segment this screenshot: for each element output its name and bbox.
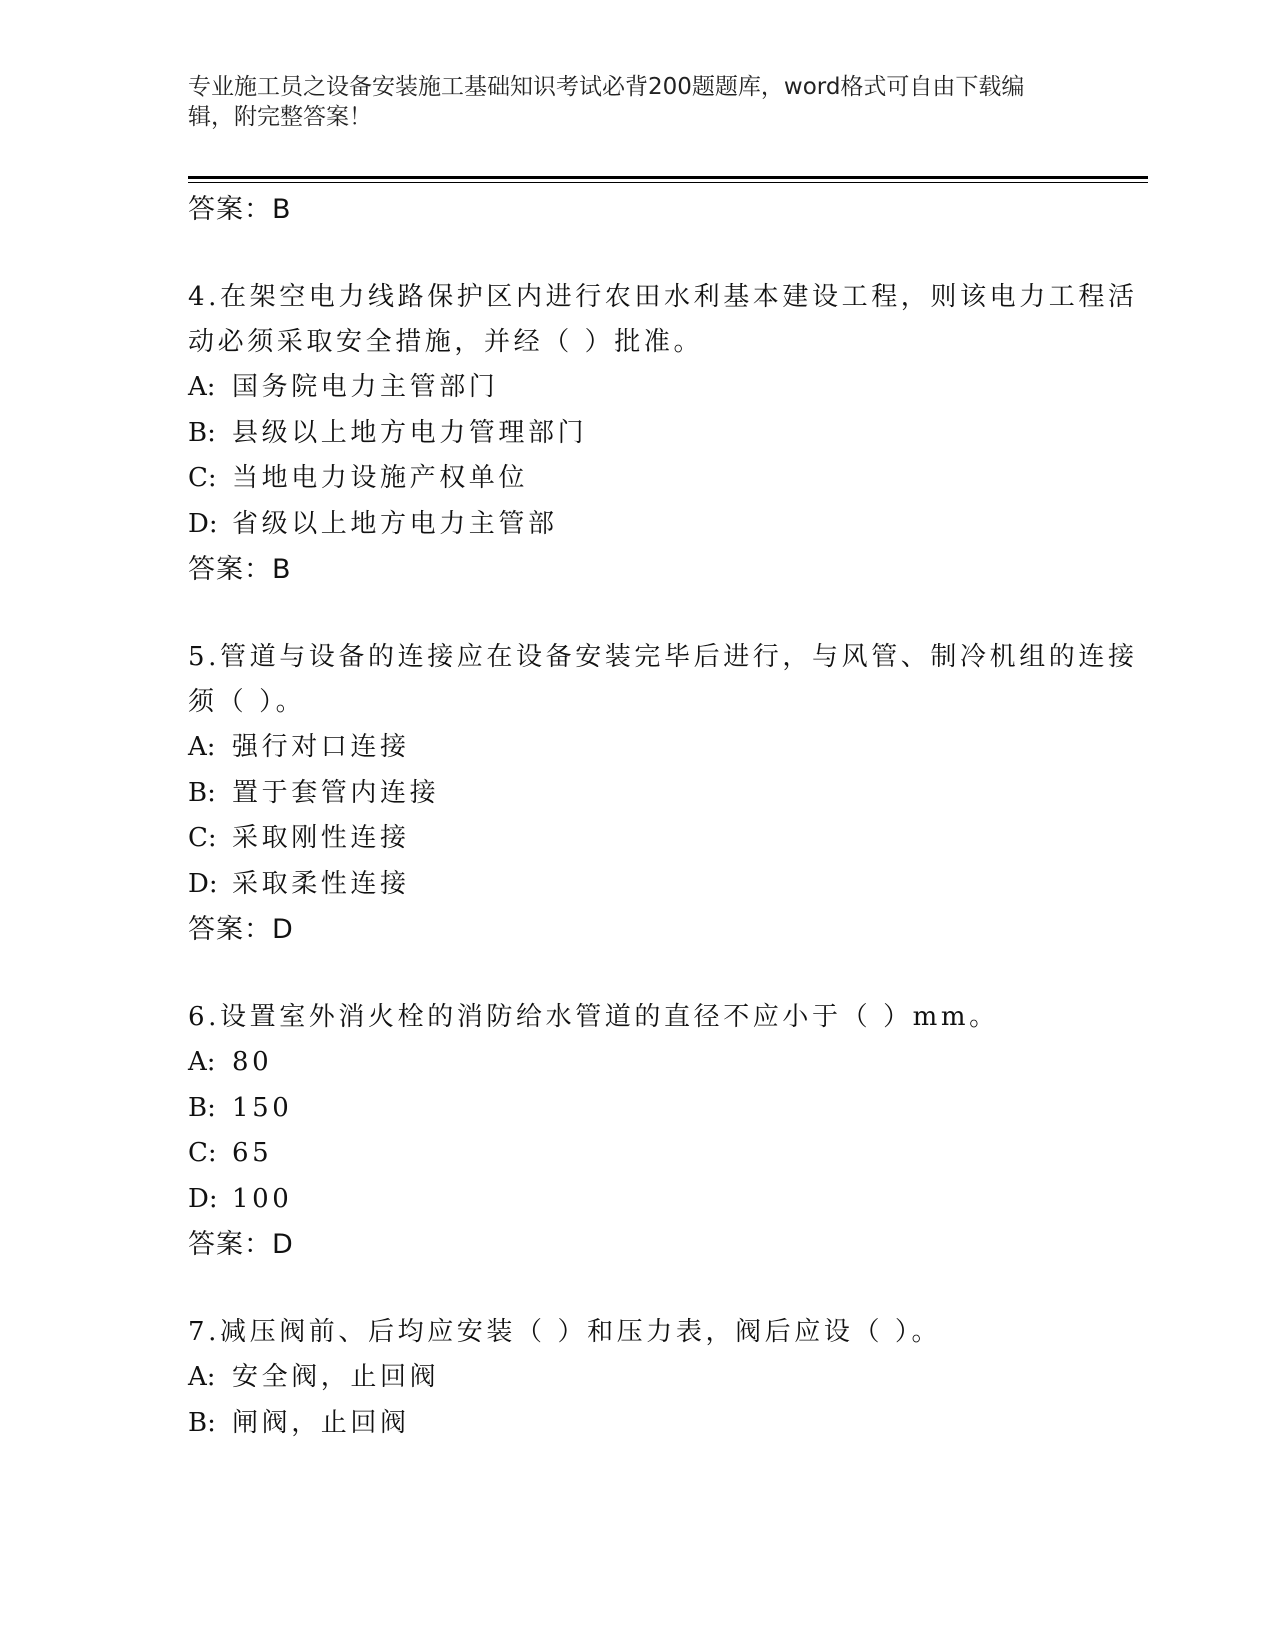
option-b	[188, 1086, 1148, 1132]
option-text: 强行对口连接	[232, 732, 410, 762]
question-7	[188, 1310, 1148, 1446]
option-d	[188, 1177, 1148, 1223]
question-text: 7.减压阀前、后均应安装（ ）和压力表，阀后应设（ ）。	[188, 1317, 942, 1347]
option-text: 100	[232, 1183, 293, 1214]
answer-line: 答案：D	[188, 1229, 294, 1260]
option-text: 65	[232, 1138, 273, 1168]
option-letter: A:	[188, 1362, 216, 1392]
option-b	[188, 411, 1148, 457]
option-text: 150	[232, 1092, 293, 1123]
question-6	[188, 995, 1148, 1268]
option-c	[188, 1131, 1148, 1177]
option-letter: A:	[188, 1047, 216, 1077]
option-letter: C:	[188, 823, 217, 853]
answer-line: 答案：B	[188, 554, 292, 585]
option-text: 安全阀，止回阀	[232, 1362, 440, 1392]
option-text: 国务院电力主管部门	[232, 372, 499, 402]
option-letter: B:	[188, 417, 216, 448]
option-b	[188, 771, 1148, 817]
option-d	[188, 502, 1148, 548]
option-letter: B:	[188, 1092, 216, 1123]
option-text: 80	[232, 1047, 273, 1077]
question-5	[188, 635, 1148, 953]
option-c	[188, 816, 1148, 862]
option-text: 采取柔性连接	[232, 868, 410, 899]
answer-line: 答案：B	[188, 194, 292, 225]
header-divider-thin	[188, 182, 1148, 183]
question-text: 5.管道与设备的连接应在设备安装完毕后进行，与风管、制冷机组的连接须（ ）。	[188, 642, 1138, 717]
question-content	[188, 187, 1148, 1446]
option-c	[188, 456, 1148, 502]
option-a	[188, 365, 1148, 411]
option-text: 省级以上地方电力主管部	[232, 508, 558, 539]
option-d	[188, 862, 1148, 908]
answer-line: 答案：D	[188, 914, 294, 945]
option-b	[188, 1401, 1148, 1447]
option-letter: C:	[188, 463, 217, 493]
option-letter: C:	[188, 1138, 217, 1168]
option-text: 采取刚性连接	[232, 823, 410, 853]
option-text: 县级以上地方电力管理部门	[232, 417, 588, 448]
option-letter: D:	[188, 508, 218, 539]
option-letter: A:	[188, 372, 216, 402]
option-letter: A:	[188, 732, 216, 762]
option-text: 当地电力设施产权单位	[232, 463, 529, 493]
option-a	[188, 1355, 1148, 1401]
option-text: 置于套管内连接	[232, 777, 440, 808]
option-a	[188, 1040, 1148, 1086]
option-text: 闸阀，止回阀	[232, 1407, 410, 1438]
page-header-title: 专业施工员之设备安装施工基础知识考试必背200题题库，word格式可自由下载编辑，附完整答案！	[188, 74, 1025, 130]
header-divider-thick	[188, 176, 1148, 179]
option-letter: B:	[188, 777, 216, 808]
option-letter: D:	[188, 868, 218, 899]
question-4	[188, 275, 1148, 593]
option-letter: B:	[188, 1407, 216, 1438]
question-text: 4.在架空电力线路保护区内进行农田水利基本建设工程，则该电力工程活动必须采取安全措施，并经（ ）批准。	[188, 282, 1138, 357]
option-letter: D:	[188, 1183, 218, 1214]
question-text: 6.设置室外消火栓的消防给水管道的直径不应小于（ ）mm。	[188, 1002, 999, 1032]
option-a	[188, 725, 1148, 771]
